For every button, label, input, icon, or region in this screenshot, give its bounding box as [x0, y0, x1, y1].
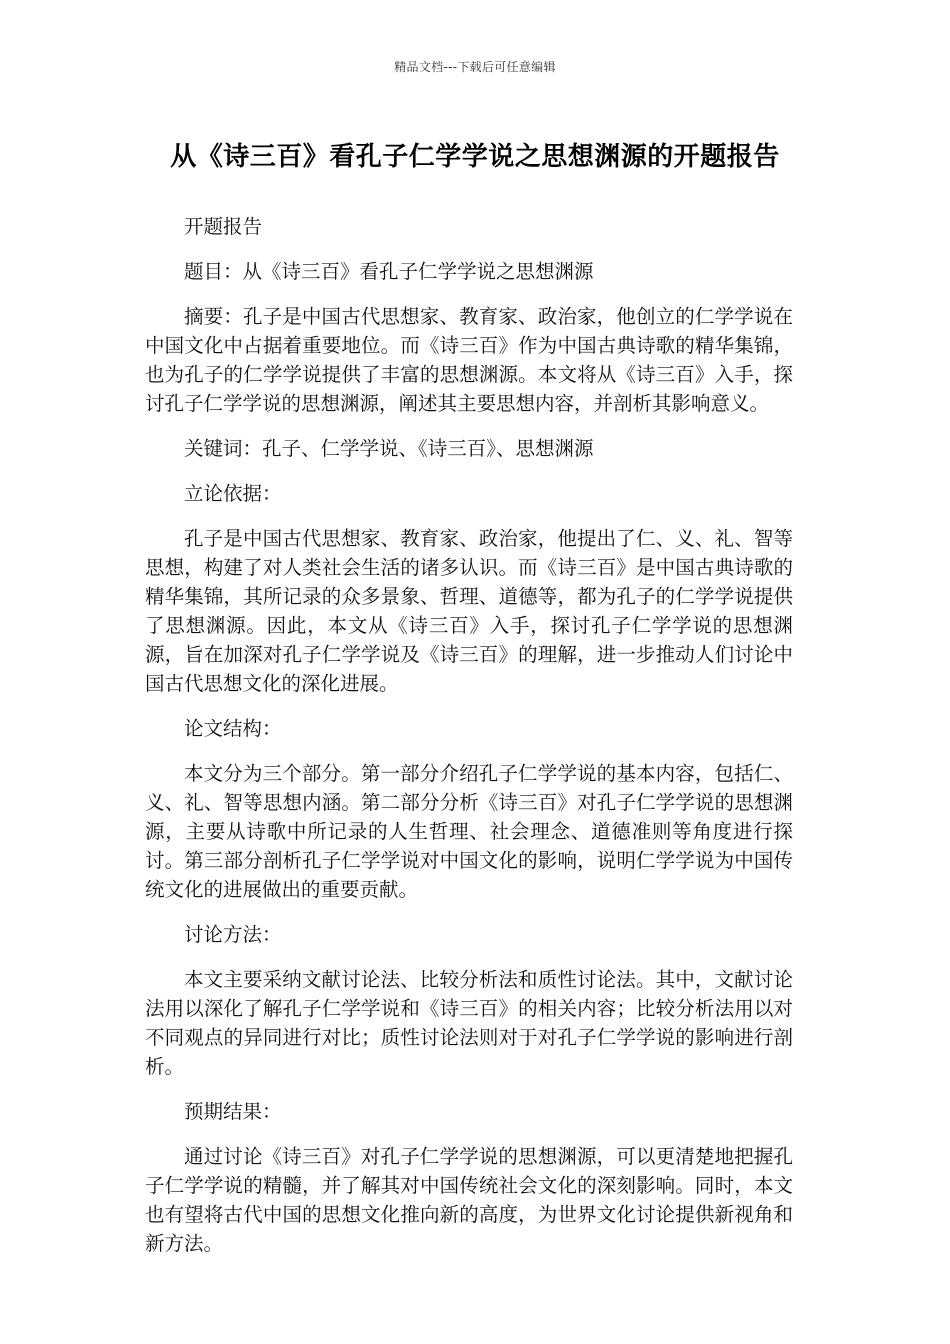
structure-paragraph: 本文分为三个部分。第一部分介绍孔子仁学学说的基本内容，包括仁、义、礼、智等思想内涵。第二部分分析《诗三百》对孔子仁学学说的思想渊源，主要从诗歌中所记录的人生哲理、社会理念、道德准则等角度进行探讨。第三部分剖析孔子仁学学说对中国文化的影响，说明仁学学说为中国传统文化的进展做出的重要贡献。 — [145, 762, 793, 901]
section-heading-basis: 立论依据： — [184, 482, 282, 505]
header-note: 精品文档---下载后可任意编辑 — [394, 60, 556, 74]
section-heading-structure: 论文结构： — [184, 717, 282, 740]
abstract-paragraph: 摘要：孔子是中国古代思想家、教育家、政治家，他创立的仁学学说在中国文化中占据着重要地位。而《诗三百》作为中国古典诗歌的精华集锦，也为孔子的仁学学说提供了丰富的思想渊源。本文将从《诗三百》入手，探讨孔子仁学学说的思想渊源，阐述其主要思想内容，并剖析其影响意义。 — [145, 305, 793, 415]
document-body — [145, 212, 793, 1274]
section-heading-results: 预期结果： — [184, 1100, 282, 1123]
topic-line: 题目：从《诗三百》看孔子仁学学说之思想渊源 — [184, 260, 594, 283]
methods-paragraph: 本文主要采纳文献讨论法、比较分析法和质性讨论法。其中，文献讨论法用以深化了解孔子仁学学说和《诗三百》的相关内容；比较分析法用以对不同观点的异同进行对比；质性讨论法则对于对孔子仁学学说的影响进行剖析。 — [145, 968, 793, 1078]
keywords-line: 关键词：孔子、仁学学说、《诗三百》、思想渊源 — [184, 437, 594, 460]
basis-paragraph: 孔子是中国古代思想家、教育家、政治家，他提出了仁、义、礼、智等思想，构建了对人类社会生活的诸多认识。而《诗三百》是中国古典诗歌的精华集锦，其所记录的众多景象、哲理、道德等，都为孔子的仁学学说提供了思想渊源。因此，本文从《诗三百》入手，探讨孔子仁学学说的思想渊源，旨在加深对孔子仁学学说及《诗三百》的理解，进一步推动人们讨论中国古代思想文化的深化进展。 — [145, 527, 793, 695]
report-label: 开题报告 — [184, 215, 263, 238]
document-title: 从《诗三百》看孔子仁学学说之思想渊源的开题报告 — [170, 142, 780, 172]
results-paragraph: 通过讨论《诗三百》对孔子仁学学说的思想渊源，可以更清楚地把握孔子仁学学说的精髓，并了解其对中国传统社会文化的深刻影响。同时，本文也有望将古代中国的思想文化推向新的高度，为世界文化讨论提供新视角和新方法。 — [145, 1145, 793, 1255]
section-heading-methods: 讨论方法： — [184, 923, 282, 946]
